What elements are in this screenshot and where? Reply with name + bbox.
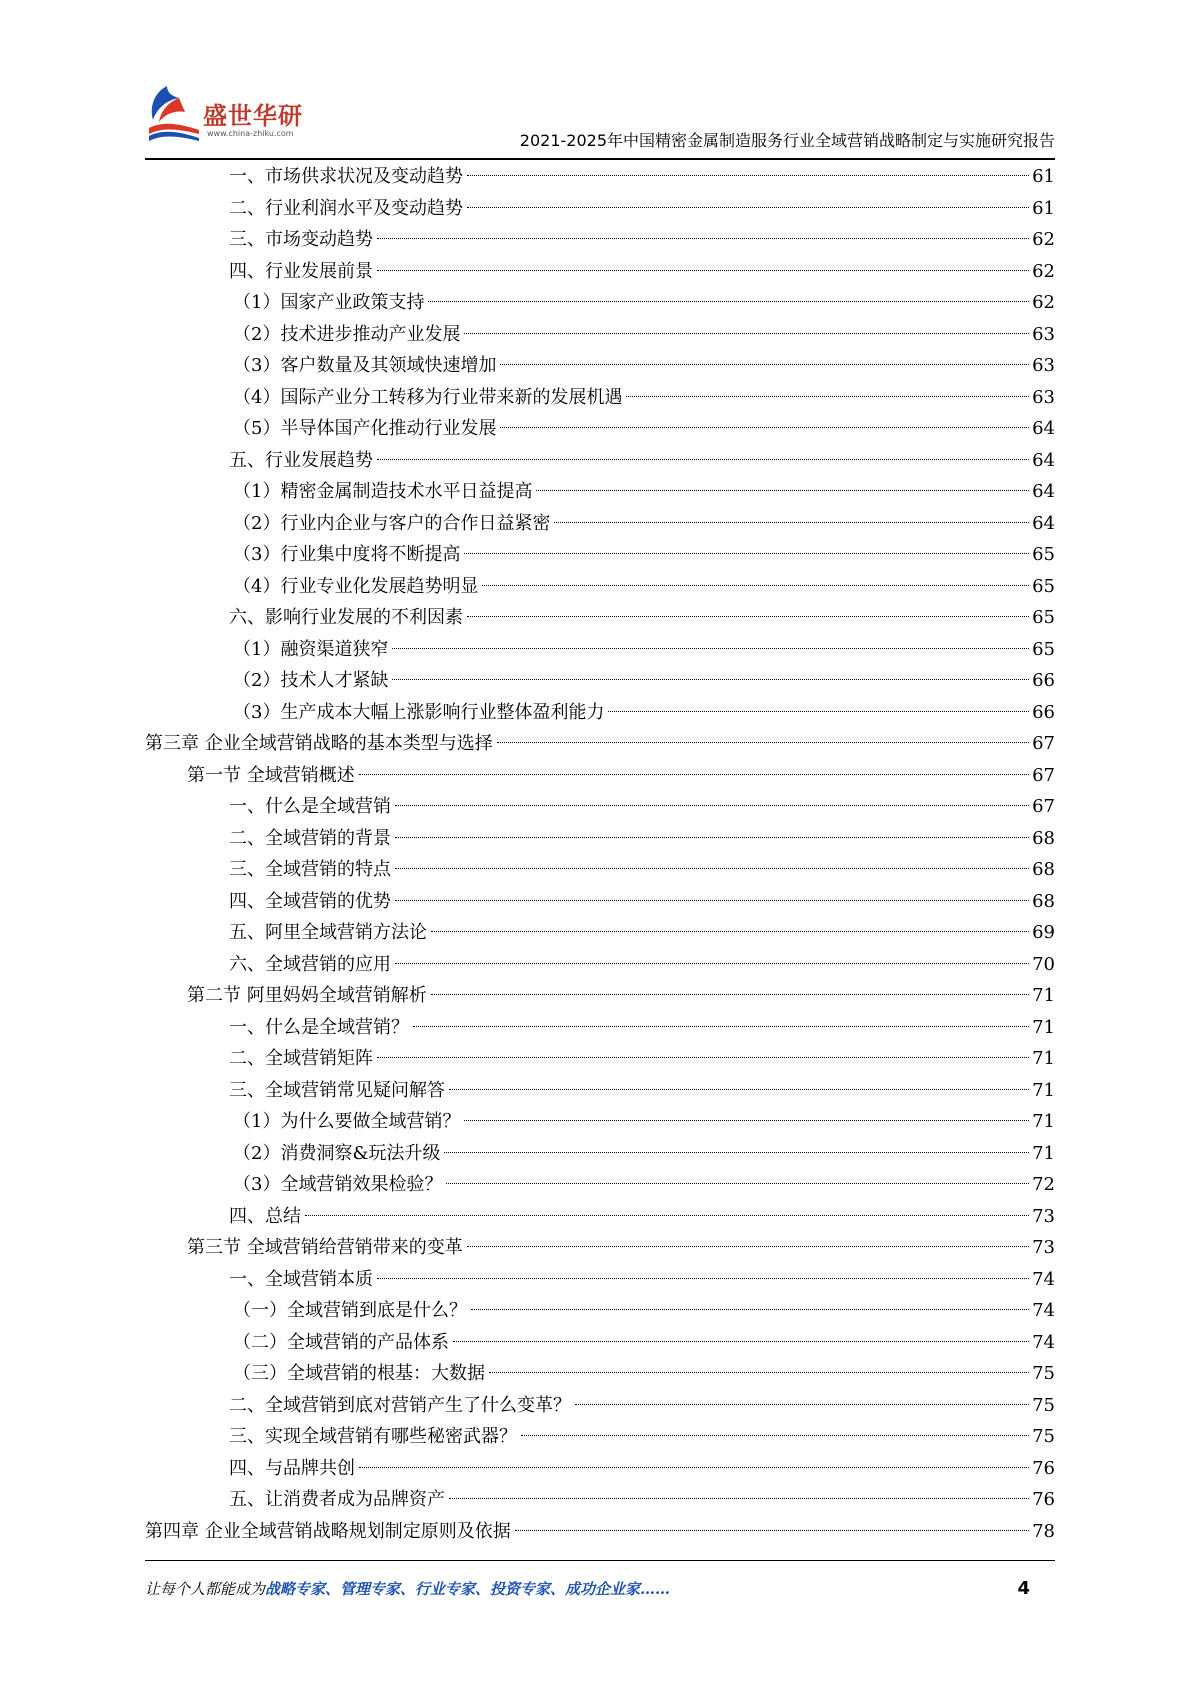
toc-entry[interactable]: [145, 917, 1055, 949]
toc-entry-page: 65: [1032, 638, 1055, 660]
toc-entry-page: 76: [1032, 1489, 1055, 1510]
toc-entry[interactable]: [145, 1264, 1055, 1296]
toc-dot-leader: [392, 679, 1029, 680]
logo-url: www.china-zhiku.com: [207, 129, 294, 138]
toc-entry-page: 73: [1032, 1237, 1055, 1258]
toc-dot-leader: [536, 490, 1029, 491]
toc-dot-leader: [395, 805, 1029, 806]
toc-dot-leader: [446, 1183, 1029, 1184]
toc-entry-label: 二、全域营销矩阵: [229, 1048, 373, 1069]
toc-entry-page: 68: [1032, 859, 1055, 880]
toc-entry[interactable]: [145, 728, 1055, 760]
toc-entry[interactable]: [145, 760, 1055, 792]
toc-entry-page: 70: [1032, 953, 1055, 975]
toc-entry-page: 76: [1032, 1457, 1055, 1479]
toc-entry[interactable]: [145, 1012, 1055, 1044]
toc-dot-leader: [395, 900, 1029, 901]
toc-dot-leader: [431, 994, 1029, 995]
toc-entry-page: 69: [1032, 922, 1055, 943]
toc-entry-page: 71: [1032, 1016, 1055, 1038]
toc-entry-page: 62: [1032, 292, 1055, 313]
toc-dot-leader: [377, 1057, 1029, 1058]
toc-entry-page: 67: [1032, 796, 1055, 817]
toc-entry[interactable]: [145, 1138, 1055, 1170]
toc-entry-label: （5）半导体国产化推动行业发展: [233, 418, 497, 439]
toc-dot-leader: [464, 333, 1029, 334]
toc-entry[interactable]: [145, 823, 1055, 855]
company-logo: [145, 78, 325, 150]
toc-dot-leader: [392, 648, 1029, 649]
toc-dot-leader: [449, 1089, 1029, 1090]
toc-entry-page: 64: [1032, 512, 1055, 534]
toc-entry[interactable]: [145, 476, 1055, 508]
footer-divider: [145, 1560, 1055, 1561]
toc-entry[interactable]: [145, 571, 1055, 603]
toc-dot-leader: [395, 868, 1029, 869]
toc-entry[interactable]: [145, 1169, 1055, 1201]
table-of-contents: [145, 161, 1055, 1547]
toc-entry-label: 第四章 企业全域营销战略规划制定原则及依据: [145, 1520, 511, 1542]
toc-entry-page: 71: [1032, 1111, 1055, 1132]
toc-entry[interactable]: [145, 382, 1055, 414]
toc-dot-leader: [482, 585, 1029, 586]
toc-entry-label: （3）行业集中度将不断提高: [233, 544, 461, 565]
toc-dot-leader: [489, 1372, 1029, 1373]
toc-entry-label: （3）客户数量及其领域快速增加: [233, 355, 497, 376]
toc-dot-leader: [395, 837, 1029, 838]
toc-dot-leader: [500, 364, 1029, 365]
toc-entry-page: 64: [1032, 449, 1055, 471]
toc-entry[interactable]: [145, 1358, 1055, 1390]
toc-entry-page: 63: [1032, 323, 1055, 345]
toc-entry-label: 二、行业利润水平及变动趋势: [229, 197, 463, 219]
toc-entry-label: 五、阿里全域营销方法论: [229, 922, 427, 943]
toc-entry-label: 第三节 全域营销给营销带来的变革: [187, 1237, 463, 1258]
toc-entry-label: 三、全域营销常见疑问解答: [229, 1079, 445, 1101]
toc-entry[interactable]: [145, 791, 1055, 823]
toc-entry-label: 四、总结: [229, 1205, 301, 1227]
toc-entry-label: 第二节 阿里妈妈全域营销解析: [187, 985, 427, 1006]
footer-motto-list: 战略专家、管理专家、行业专家、投资专家、成功企业家……: [265, 1580, 671, 1598]
toc-entry[interactable]: [145, 508, 1055, 540]
toc-entry-page: 63: [1032, 355, 1055, 376]
toc-dot-leader: [497, 742, 1029, 743]
toc-entry-label: 五、让消费者成为品牌资产: [229, 1489, 445, 1510]
toc-entry-page: 78: [1032, 1520, 1055, 1542]
toc-entry-label: （2）行业内企业与客户的合作日益紧密: [233, 512, 551, 534]
toc-entry-page: 74: [1032, 1331, 1055, 1353]
logo-emblem-icon: [145, 78, 205, 148]
toc-dot-leader: [626, 396, 1029, 397]
toc-entry[interactable]: [145, 445, 1055, 477]
logo-name: 盛世华研: [203, 102, 303, 130]
toc-entry[interactable]: [145, 1106, 1055, 1138]
toc-entry-label: （4）国际产业分工转移为行业带来新的发展机遇: [233, 386, 623, 408]
toc-dot-leader: [428, 301, 1029, 302]
toc-entry-page: 61: [1032, 197, 1055, 219]
toc-entry-page: 71: [1032, 985, 1055, 1006]
toc-entry-label: （2）技术进步推动产业发展: [233, 323, 461, 345]
toc-entry-label: 四、全域营销的优势: [229, 890, 391, 912]
toc-entry[interactable]: [145, 634, 1055, 666]
toc-entry-page: 75: [1032, 1426, 1055, 1447]
toc-entry-label: 六、全域营销的应用: [229, 953, 391, 975]
toc-entry-label: （1）为什么要做全域营销？: [233, 1111, 461, 1132]
toc-entry-page: 72: [1032, 1174, 1055, 1195]
toc-entry-page: 67: [1032, 764, 1055, 786]
toc-entry[interactable]: [145, 319, 1055, 351]
toc-entry[interactable]: [145, 854, 1055, 886]
toc-dot-leader: [467, 616, 1029, 617]
toc-entry[interactable]: [145, 1484, 1055, 1516]
toc-entry-label: （3）全域营销效果检验？: [233, 1174, 443, 1195]
toc-entry-label: 一、什么是全域营销: [229, 796, 391, 817]
toc-entry[interactable]: [145, 886, 1055, 918]
toc-entry-page: 74: [1032, 1268, 1055, 1290]
toc-entry[interactable]: [145, 949, 1055, 981]
toc-dot-leader: [359, 1467, 1029, 1468]
toc-entry-label: 六、影响行业发展的不利因素: [229, 607, 463, 628]
header-divider: [145, 158, 1055, 160]
toc-entry[interactable]: [145, 697, 1055, 729]
footer-motto-prefix: 让每个人都能成为: [145, 1580, 266, 1598]
toc-entry[interactable]: [145, 1516, 1055, 1548]
toc-dot-leader: [467, 207, 1029, 208]
toc-entry[interactable]: [145, 256, 1055, 288]
toc-dot-leader: [554, 522, 1029, 523]
toc-entry-label: （1）国家产业政策支持: [233, 292, 425, 313]
toc-entry-page: 64: [1032, 481, 1055, 502]
toc-entry-page: 74: [1032, 1300, 1055, 1321]
toc-dot-leader: [500, 427, 1029, 428]
toc-entry-label: （1）精密金属制造技术水平日益提高: [233, 481, 533, 502]
toc-entry-label: （2）技术人才紧缺: [233, 670, 389, 691]
toc-dot-leader: [515, 1530, 1029, 1531]
toc-dot-leader: [467, 1246, 1029, 1247]
toc-entry-label: （4）行业专业化发展趋势明显: [233, 575, 479, 597]
report-title: 2021-2025年中国精密金属制造服务行业全域营销战略制定与实施研究报告: [519, 131, 1055, 150]
toc-entry-page: 75: [1032, 1394, 1055, 1416]
toc-entry-page: 66: [1032, 701, 1055, 723]
toc-entry-page: 68: [1032, 827, 1055, 849]
toc-entry-label: 二、全域营销到底对营销产生了什么变革？: [229, 1394, 571, 1416]
toc-entry[interactable]: [145, 193, 1055, 225]
toc-entry[interactable]: [145, 1453, 1055, 1485]
toc-dot-leader: [431, 931, 1029, 932]
toc-entry-label: （三）全域营销的根基：大数据: [233, 1363, 485, 1384]
toc-entry-label: （3）生产成本大幅上涨影响行业整体盈利能力: [233, 701, 605, 723]
toc-entry-label: 三、全域营销的特点: [229, 859, 391, 880]
page-header: [145, 78, 1055, 160]
toc-entry-label: 二、全域营销的背景: [229, 827, 391, 849]
toc-entry[interactable]: [145, 1421, 1055, 1453]
toc-entry[interactable]: [145, 1327, 1055, 1359]
toc-entry-page: 66: [1032, 670, 1055, 691]
toc-entry-page: 75: [1032, 1363, 1055, 1384]
toc-dot-leader: [377, 459, 1029, 460]
toc-entry-label: 第一节 全域营销概述: [187, 764, 355, 786]
toc-entry-page: 68: [1032, 890, 1055, 912]
toc-entry-label: 四、与品牌共创: [229, 1457, 355, 1479]
toc-entry[interactable]: [145, 350, 1055, 382]
toc-entry-page: 62: [1032, 229, 1055, 250]
toc-entry[interactable]: [145, 602, 1055, 634]
toc-dot-leader: [305, 1215, 1029, 1216]
toc-entry[interactable]: [145, 1232, 1055, 1264]
toc-dot-leader: [377, 1278, 1029, 1279]
toc-entry-label: 第三章 企业全域营销战略的基本类型与选择: [145, 733, 493, 754]
toc-entry-label: 三、实现全域营销有哪些秘密武器？: [229, 1426, 517, 1447]
toc-entry-label: 四、行业发展前景: [229, 260, 373, 282]
toc-entry-label: 三、市场变动趋势: [229, 229, 373, 250]
toc-entry-label: （2）消费洞察&玩法升级: [233, 1142, 441, 1164]
toc-entry-page: 64: [1032, 418, 1055, 439]
toc-entry-label: 一、全域营销本质: [229, 1268, 373, 1290]
toc-entry-page: 67: [1032, 733, 1055, 754]
toc-entry-page: 61: [1032, 166, 1055, 187]
toc-entry-page: 65: [1032, 575, 1055, 597]
toc-entry[interactable]: [145, 287, 1055, 319]
toc-dot-leader: [464, 1120, 1029, 1121]
toc-entry-label: 一、市场供求状况及变动趋势: [229, 166, 463, 187]
toc-entry-page: 62: [1032, 260, 1055, 282]
page-number: 4: [1017, 1578, 1030, 1599]
toc-entry-page: 63: [1032, 386, 1055, 408]
toc-dot-leader: [395, 963, 1029, 964]
toc-dot-leader: [444, 1152, 1029, 1153]
page-footer: [145, 1578, 1055, 1608]
toc-entry-label: 一、什么是全域营销？: [229, 1016, 409, 1038]
toc-entry-label: （1）融资渠道狭窄: [233, 638, 389, 660]
toc-dot-leader: [575, 1404, 1029, 1405]
toc-entry-page: 71: [1032, 1048, 1055, 1069]
toc-dot-leader: [453, 1341, 1029, 1342]
toc-entry[interactable]: [145, 1390, 1055, 1422]
toc-entry-page: 71: [1032, 1142, 1055, 1164]
toc-dot-leader: [359, 774, 1029, 775]
toc-entry-label: 五、行业发展趋势: [229, 449, 373, 471]
toc-dot-leader: [521, 1435, 1029, 1436]
toc-dot-leader: [471, 1309, 1029, 1310]
toc-entry[interactable]: [145, 539, 1055, 571]
toc-entry[interactable]: [145, 980, 1055, 1012]
toc-entry-page: 73: [1032, 1205, 1055, 1227]
toc-entry-page: 65: [1032, 607, 1055, 628]
toc-dot-leader: [377, 270, 1029, 271]
toc-entry-label: （一）全域营销到底是什么？: [233, 1300, 467, 1321]
toc-dot-leader: [413, 1026, 1029, 1027]
toc-dot-leader: [467, 175, 1029, 176]
toc-dot-leader: [608, 711, 1029, 712]
toc-entry[interactable]: [145, 1295, 1055, 1327]
toc-entry[interactable]: [145, 413, 1055, 445]
toc-entry[interactable]: [145, 1043, 1055, 1075]
toc-entry[interactable]: [145, 1201, 1055, 1233]
toc-dot-leader: [377, 238, 1029, 239]
toc-dot-leader: [464, 553, 1029, 554]
toc-entry-label: （二）全域营销的产品体系: [233, 1331, 449, 1353]
toc-entry[interactable]: [145, 1075, 1055, 1107]
toc-entry[interactable]: [145, 665, 1055, 697]
toc-dot-leader: [449, 1498, 1029, 1499]
toc-entry[interactable]: [145, 224, 1055, 256]
toc-entry-page: 65: [1032, 544, 1055, 565]
toc-entry[interactable]: [145, 161, 1055, 193]
toc-entry-page: 71: [1032, 1079, 1055, 1101]
